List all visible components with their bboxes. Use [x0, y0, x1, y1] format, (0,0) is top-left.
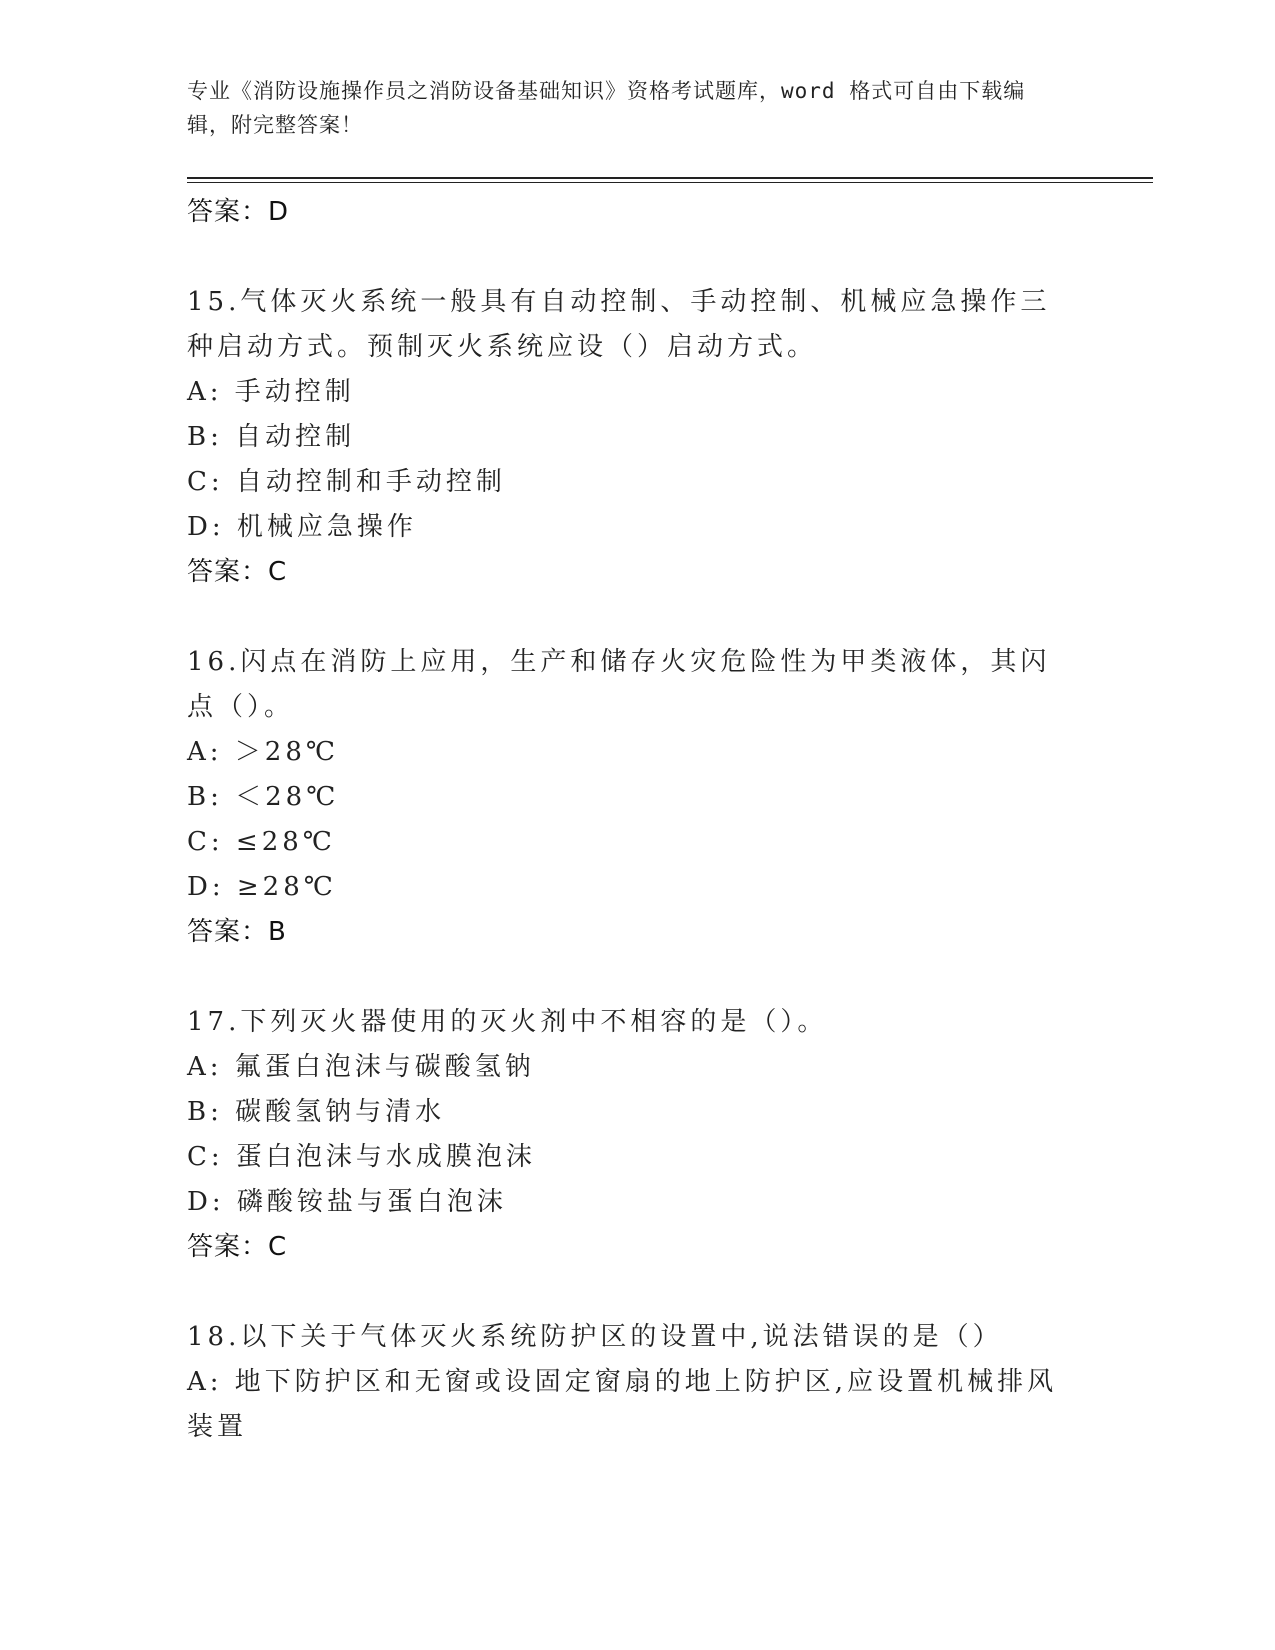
- question-16: [187, 640, 1067, 954]
- question-18: [187, 1315, 1067, 1450]
- answer-line: 答案：D: [187, 197, 290, 227]
- answer-line: 答案：C: [187, 557, 288, 587]
- option-c: C: ≤28℃: [187, 827, 336, 857]
- answer-line: 答案：C: [187, 1232, 288, 1262]
- question-15: [187, 280, 1067, 594]
- question-stem: 18.以下关于气体灭火系统防护区的设置中,说法错误的是（）: [187, 1322, 1003, 1352]
- answer-line: 答案：B: [187, 917, 287, 947]
- option-a: A: 手动控制: [187, 377, 355, 407]
- question-17: [187, 1000, 1067, 1269]
- question-stem: 17.下列灭火器使用的灭火剂中不相容的是（）。: [187, 1007, 828, 1037]
- header-divider-thin: [187, 182, 1153, 183]
- option-c: C: 蛋白泡沫与水成膜泡沫: [187, 1142, 536, 1172]
- question-list: [187, 188, 1067, 1450]
- option-b: B: ＜28℃: [187, 782, 340, 812]
- option-b: B: 碳酸氢钠与清水: [187, 1097, 446, 1127]
- option-d: D: ≥28℃: [187, 872, 337, 902]
- question-stem: 15.气体灭火系统一般具有自动控制、手动控制、机械应急操作三种启动方式。预制灭火系统应设（）启动方式。: [187, 287, 1051, 362]
- option-d: D: 机械应急操作: [187, 512, 417, 542]
- document-header: 专业《消防设施操作员之消防设备基础知识》资格考试题库，word 格式可自由下载编辑，附完整答案！: [187, 79, 1026, 137]
- option-b: B: 自动控制: [187, 422, 356, 452]
- option-a: A: 氟蛋白泡沫与碳酸氢钠: [187, 1052, 535, 1082]
- option-c: C: 自动控制和手动控制: [187, 467, 506, 497]
- option-a: A: 地下防护区和无窗或设固定窗扇的地上防护区,应设置机械排风装置: [187, 1367, 1058, 1442]
- option-d: D: 磷酸铵盐与蛋白泡沫: [187, 1187, 507, 1217]
- option-a: A: ＞28℃: [187, 737, 339, 767]
- question-stem: 16.闪点在消防上应用，生产和储存火灾危险性为甲类液体，其闪点（）。: [187, 647, 1051, 722]
- header-divider-thick: [187, 177, 1153, 179]
